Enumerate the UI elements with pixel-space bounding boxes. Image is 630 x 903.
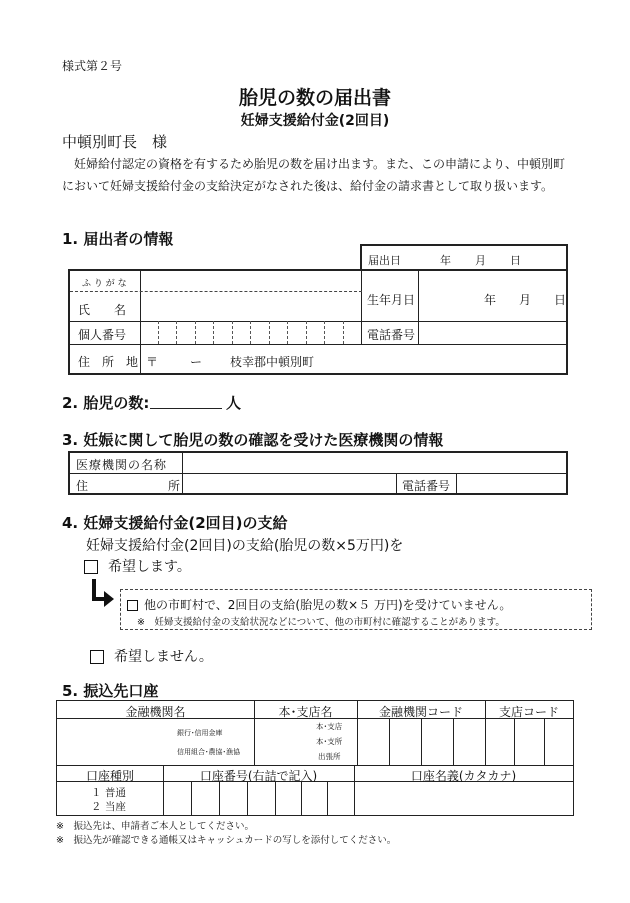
bank-account-table: [56, 700, 574, 816]
fetus-count-unit: 人: [226, 394, 242, 412]
institution-address-label-left: 住: [76, 479, 89, 493]
other-muni-label: 他の市町村で、2回目の支給(胎児の数×５ 万円)を受けていません。: [144, 598, 512, 612]
bank-code-header: 金融機関コード: [378, 705, 463, 719]
address-label: 住 所 地: [78, 355, 139, 369]
bank-types-2: 信用組合･農協･漁協: [177, 748, 240, 756]
name-label: 氏 名: [78, 303, 127, 317]
account-type-current: ２ 当座: [91, 801, 126, 813]
option-no-wish[interactable]: [90, 646, 213, 666]
section3-heading: 3. 妊娠に関して胎児の数の確認を受けた医療機関の情報: [62, 431, 444, 449]
town-name: 枝幸郡中頓別町: [230, 355, 315, 369]
no-wish-checkbox[interactable]: [90, 650, 104, 664]
form-number: 様式第２号: [62, 59, 123, 73]
branch-name-header: 本･支店名: [278, 705, 333, 719]
footnote-2: ※ 振込先が確認できる通帳又はキャッシュカードの写しを添付してください。: [56, 835, 397, 846]
branch-type-2: 本･支所: [316, 737, 343, 746]
option-wish[interactable]: [84, 556, 191, 576]
dob-year-label: 年: [484, 293, 497, 307]
account-type-header: 口座種別: [85, 769, 134, 783]
dob-month-label: 月: [519, 293, 532, 307]
bank-types-1: 銀行･信用金庫: [177, 729, 223, 737]
section1-heading: 1. 届出者の情報: [62, 230, 174, 248]
arrow-down-right-icon: [88, 577, 116, 609]
submit-year-label: 年: [440, 254, 451, 267]
other-municipality-box: [120, 589, 592, 630]
personal-number-label: 個人番号: [78, 328, 127, 342]
bank-name-header: 金融機関名: [125, 705, 186, 719]
institution-name-label: 医療機関の名称: [76, 458, 168, 472]
other-muni-checkbox[interactable]: [127, 600, 138, 611]
medical-institution-table: [68, 451, 568, 495]
postal-dash: ー: [190, 355, 203, 369]
page-title: 胎児の数の届出書: [238, 87, 391, 109]
section5-heading: 5. 振込先口座: [62, 682, 159, 700]
wish-label: 希望します。: [108, 559, 191, 575]
other-muni-option[interactable]: [127, 596, 511, 613]
page-subtitle: 妊婦支援給付金(2回目): [240, 113, 390, 129]
fetus-count-field[interactable]: [150, 408, 222, 409]
other-muni-note: ※ 妊婦支援給付金の支給状況などについて、他の市町村に確認することがあります。: [137, 617, 505, 628]
submit-month-label: 月: [475, 254, 486, 267]
section4-text: 妊婦支援給付金(2回目)の支給(胎児の数×5万円)を: [86, 538, 404, 554]
postal-mark: 〒: [146, 355, 159, 369]
submit-date-label: 届出日: [368, 254, 401, 267]
submit-date-box: [360, 244, 568, 269]
intro-text: 妊婦給付認定の資格を有するため胎児の数を届け出ます。また、この申請により、中頓別町において妊婦支援給付金の支給決定がなされた後は、給付金の請求書として取り扱います。: [62, 157, 566, 193]
section4-heading: 4. 妊婦支援給付金(2回目)の支給: [62, 514, 288, 532]
no-wish-label: 希望しません。: [114, 649, 213, 665]
account-type-ordinary: １ 普通: [91, 787, 126, 799]
phone-label: 電話番号: [367, 328, 416, 342]
section2-heading: 2. 胎児の数:: [62, 394, 150, 412]
dob-day-label: 日: [554, 293, 567, 307]
wish-checkbox[interactable]: [84, 560, 98, 574]
branch-code-header: 支店コード: [498, 705, 559, 719]
account-number-header: 口座番号(右詰で記入): [199, 769, 318, 783]
branch-type-3: 出張所: [318, 752, 341, 761]
furigana-label: ふ り が な: [82, 279, 127, 289]
submit-day-label: 日: [510, 254, 521, 267]
account-holder-header: 口座名義(カタカナ): [410, 769, 517, 783]
addressee: 中頓別町長 様: [62, 133, 168, 151]
footnote-1: ※ 振込先は、申請者ご本人としてください。: [56, 821, 254, 832]
institution-phone-label: 電話番号: [402, 479, 451, 493]
applicant-table: [68, 269, 568, 375]
dob-label: 生年月日: [367, 293, 416, 307]
branch-type-1: 本･支店: [316, 722, 343, 731]
institution-address-label-right: 所: [168, 479, 181, 493]
